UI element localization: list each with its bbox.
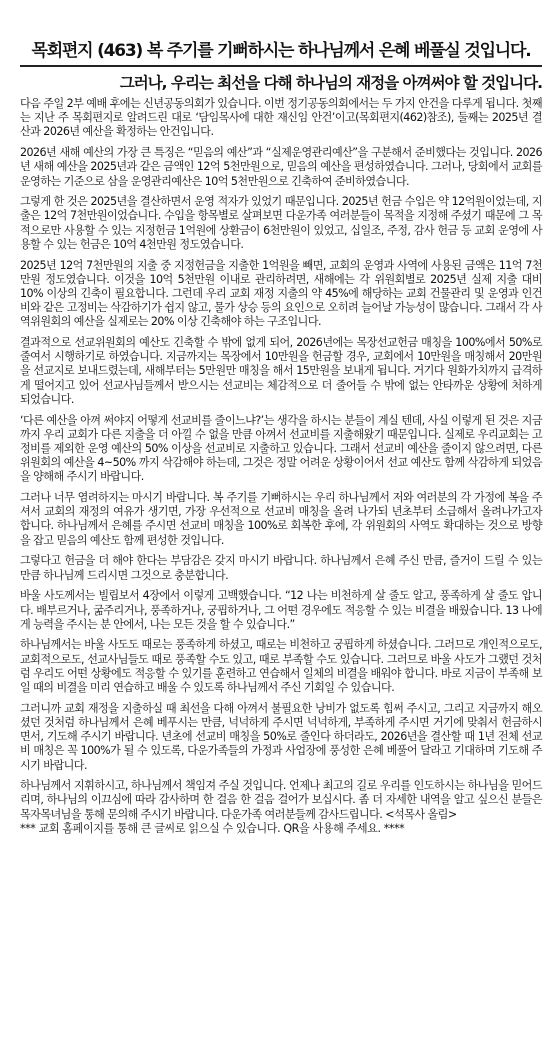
paragraph-4: 2025년 12억 7천만원의 지출 중 지정헌금을 지출한 1억원을 빼면, 교회의 운영과 사역에 사용된 금액은 11억 7천만원 정도였습니다. 이것을 10억 5천만원 이내로 관리하려면, 새해에는 각 위원회별로 2025년 실제 지출 대비 10% 이상의 긴축이 필요합니다. 그런데 우리 교회 재정 지출의 약 45%에 해당하는 교회 건물관리 및 운영과 인건비와 같은 고정비는 삭감하기가 쉽지 않고, 물가 상승 등의 요인으로 오히려 늘어날 가능성이 많습니다. 그래서 각 사역위원회의 예산을 실제로는 20% 이상 긴축해야 하는 구조입니다. — [20, 258, 542, 329]
paragraph-6: ‘다른 예산을 아껴 써야지 어떻게 선교비를 줄이느냐?’는 생각을 하시는 분들이 계실 텐데, 사실 이렇게 된 것은 지금까지 우리 교회가 다른 지출을 더 아낄 수 없을 만큼 아껴서 선교비를 지출해왔기 때문입니다. 실제로 우리교회는 고정비를 제외한 운영 예산의 50% 이상을 선교비로 지출하고 있습니다. 그래서 선교비 예산을 줄이지 않으려면, 다른 위원회의 예산을 4~50% 까지 삭감해야 하는데, 그것은 정말 어려운 상황이어서 선교 예산도 함께 삭감하게 되었음을 양해해 주시기 바랍니다. — [20, 413, 542, 484]
paragraph-2: 2026년 새해 예산의 가장 큰 특징은 “믿음의 예산”과 “실제운영관리예산”을 구분해서 준비했다는 것입니다. 2026년 새해 예산을 2025년과 같은 금액인 12억 5천만원으로, 믿음의 예산을 편성하였습니다. 그러나, 당회에서 교회를 운영하는 기준으로 삼을 운영관리예산은 10억 5천만원으로 긴축하여 준비하였습니다. — [20, 146, 542, 188]
paragraph-1: 다음 주일 2부 예배 후에는 신년공동의회가 있습니다. 이번 정기공동의회에서는 두 가지 안건을 다루게 됩니다. 첫째는 지난 주 목회편지로 알려드린 대로 ‘담임목사에 대한 재신임 안건’이고(목회편지(462)참조), 둘째는 2025년 결산과 2026년 예산을 확정하는 안건입니다. — [20, 97, 542, 139]
paragraph-12: 하나님께서 지휘하시고, 하나님께서 책임져 주실 것입니다. 언제나 최고의 길로 우리를 인도하시는 하나님을 믿어드리며, 하나님의 이끄심에 따라 감사하며 한 걸음 한 걸음 걸어가 보십시다. 좀 더 자세한 내역을 알고 싶으신 분들은 목자목녀님을 통해 문의해 주시기 바랍니다. 다운가족 여러분들께 감사드립니다. <석목사 올림> — [20, 779, 542, 821]
letter-page — [0, 36, 560, 1056]
letter-subtitle: 그러나, 우리는 최선을 다해 하나님의 재정을 아껴써야 할 것입니다. — [119, 74, 542, 92]
paragraph-7: 그러나 너무 염려하지는 마시기 바랍니다. 복 주기를 기뻐하시는 우리 하나님께서 저와 여러분의 각 가정에 복을 주셔서 교회의 재정의 여유가 생기면, 가장 우선적으로 선교비 매칭을 올려 나가되 년초부터 소급해서 올려나가고자 합니다. 하나님께서 은혜를 주시면 선교비 매칭을 100%로 회복한 후에, 각 위원회의 사역도 확대하는 것으로 방향을 잡고 믿음의 예산도 함께 편성한 것입니다. — [20, 491, 542, 547]
title-divider — [20, 65, 542, 67]
paragraph-11: 그러니까 교회 재정을 지출하실 때 최선을 다해 아껴서 불필요한 낭비가 없도록 힘써 주시고, 그리고 지금까지 해오셨던 것처럼 하나님께서 은혜 베푸시는 만큼, 넉넉하게 주시면 넉넉하게, 부족하게 주시면 거기에 맞춰서 헌금하시면서, 기도해 주시기 바랍니다. 년초에 선교비 매칭을 50%로 줄인다 하더라도, 2026년을 결산할 때 1년 전체 선교비 매칭은 꼭 100%가 될 수 있도록, 다운가족들의 가정과 사업장에 풍성한 은혜 베풀어 달라고 기대하며 기도해 주시기 바랍니다. — [20, 701, 542, 772]
paragraph-5: 결과적으로 선교위원회의 예산도 긴축할 수 밖에 없게 되어, 2026년에는 목장선교헌금 매칭을 100%에서 50%로 줄여서 시행하기로 하였습니다. 지금까지는 목장에서 10만원을 헌금할 경우, 교회에서 10만원을 매칭해서 20만원을 선교지로 보내드렸는데, 새해부터는 5만원만 매칭을 해서 15만원을 보내게 됩니다. 거기다 원화가치까지 급격하게 떨어지고 있어 선교사님들께서 받으시는 선교비는 체감적으로 더 줄어들 수 밖에 없는 안타까운 상황에 처하게 되었습니다. — [20, 336, 542, 406]
paragraph-8: 그렇다고 헌금을 더 해야 한다는 부담감은 갖지 마시기 바랍니다. 하나님께서 은혜 주신 만큼, 즐거이 드릴 수 있는 만큼 하나님께 드리시면 그것으로 충분합니다. — [20, 554, 542, 582]
paragraph-10: 하나님께서는 바울 사도도 때로는 풍족하게 하셨고, 때로는 비천하고 궁핍하게 하셨습니다. 그러므로 개인적으로도, 교회적으로도, 선교사님들도 때로 풍족할 수도 있고, 때로 부족할 수도 있습니다. 그러므로 바울 사도가 그랬던 것처럼 우리도 어떤 상황에도 적응할 수 있기를 훈련하고 연습해서 일체의 비결을 배워야 합니다. 바로 지금이 부족해 보일 때의 비결을 미리 연습하고 배울 수 있도록 하나님께서 주신 기회일 수 있습니다. — [20, 638, 542, 695]
paragraph-9: 바울 사도께서는 빌립보서 4장에서 이렇게 고백했습니다. “12 나는 비천하게 살 줄도 알고, 풍족하게 살 줄도 압니다. 배부르거나, 굶주리거나, 풍족하거나, 궁핍하거나, 그 어떤 경우에도 적응할 수 있는 비결을 배웠습니다. 13 나에게 능력을 주시는 분 안에서, 나는 모든 것을 할 수 있습니다.” — [20, 589, 542, 631]
footer-note: *** 교회 홈페이지를 통해 큰 글씨로 읽으실 수 있습니다. QR을 사용해 주세요. **** — [20, 821, 405, 835]
letter-body — [20, 97, 542, 822]
paragraph-3: 그렇게 한 것은 2025년을 결산하면서 운영 적자가 있었기 때문입니다. 2025년 헌금 수입은 약 12억원이었는데, 지출은 12억 7천만원이었습니다. 수입을 항목별로 살펴보면 다운가족 여러분들이 목적을 지정해 주셨기 때문에 그 목적으로만 사용할 수 있는 지정헌금 1억원에 상환금이 6천만원이 있었고, 십일조, 주정, 감사 헌금 등 교회 운영에 사용할 수 있는 헌금은 10억 4천만원 정도였습니다. — [20, 195, 542, 251]
letter-title: 목회편지 (463) 복 주기를 기뻐하시는 하나님께서 은혜 베풀실 것입니다. — [31, 41, 531, 61]
